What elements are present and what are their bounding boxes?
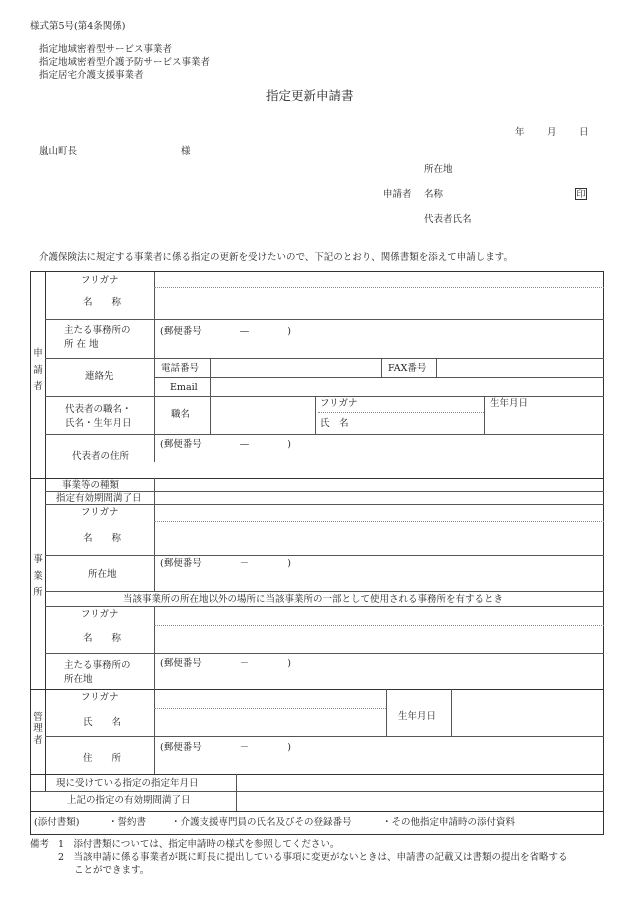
business-type-2: 指定地域密着型介護予防サービス事業者	[39, 57, 211, 68]
rep-address-label: 代表者の住所	[72, 451, 130, 462]
seal-mark: 印	[576, 190, 586, 200]
manager-birthdate-label: 生年月日	[398, 711, 437, 722]
note-1: 1 添付書類については、指定申請時の様式を参照してください。	[58, 839, 340, 850]
note-2: 2 当該申請に係る事業者が既に町長に提出している事項に変更がないときは、申請書の記載又は書類の提出を省略する	[58, 852, 568, 863]
attachment-item-3: ・その他指定申請時の添付資料	[382, 817, 516, 828]
honorific: 様	[181, 146, 191, 157]
applicant-name-label: 名 称	[83, 297, 122, 308]
note-2-continued: ことができます。	[74, 865, 150, 876]
other-office-furigana-label: フリガナ	[81, 609, 119, 620]
rep-birthdate-label: 生年月日	[490, 398, 529, 409]
fax-label: FAX番号	[388, 363, 427, 374]
phone-label: 電話番号	[161, 363, 200, 374]
applicant-name-label: 名称	[424, 189, 444, 200]
business-type-3: 指定居宅介護支援事業者	[39, 70, 144, 81]
office-name-label: 名 称	[83, 533, 122, 544]
office-location-label: 所在地	[88, 569, 117, 580]
application-table	[30, 271, 604, 835]
business-kind-label: 事業等の種類	[62, 480, 120, 491]
notes-label: 備考	[30, 839, 50, 850]
date-day: 日	[579, 127, 589, 138]
main-office-label-2: 所 在 地	[64, 339, 99, 350]
attachments-label: (添付書類)	[34, 817, 80, 828]
form-number: 様式第5号(第4条関係)	[30, 21, 126, 32]
position-label: 職名	[171, 409, 191, 420]
manager-furigana-label: フリガナ	[81, 692, 119, 703]
other-office-note: 当該事業所の所在地以外の場所に当該事業所の一部として使用される事務所を有するとき	[123, 594, 504, 605]
expiry-label: 指定有効期間満了日	[56, 493, 142, 504]
other-office-postal-code: (郵便番号 － )	[160, 658, 291, 669]
applicant-label: 申請者	[383, 189, 412, 200]
business-type-1: 指定地域密着型サービス事業者	[39, 44, 173, 55]
contact-label: 連絡先	[85, 371, 114, 382]
manager-address-label: 住 所	[83, 753, 122, 764]
rep-name-label: 氏 名	[320, 418, 349, 429]
application-statement: 介護保険法に規定する事業者に係る指定の更新を受けたいので、下記のとおり、関係書類を添えて申請します。	[39, 252, 514, 263]
section-office: 事業所	[33, 554, 43, 599]
rep-furigana-label: フリガナ	[320, 398, 358, 409]
addressee: 嵐山町長	[39, 146, 78, 157]
current-expiry-label: 上記の指定の有効期間満了日	[67, 795, 191, 806]
date-year: 年	[515, 127, 525, 138]
applicant-address-label: 所在地	[424, 164, 453, 175]
applicant-postal-code: (郵便番号 — )	[160, 326, 291, 337]
applicant-furigana-label: フリガナ	[81, 275, 119, 286]
rep-info-label-1: 代表者の職名・	[65, 404, 132, 415]
representative-label: 代表者氏名	[424, 214, 472, 225]
manager-postal-code: (郵便番号 － )	[160, 742, 291, 753]
date-month: 月	[547, 127, 557, 138]
section-manager: 管理者	[33, 712, 43, 746]
other-office-name-label: 名 称	[83, 633, 122, 644]
rep-info-label-2: 氏名・生年月日	[65, 418, 132, 429]
other-main-office-label-2: 所在地	[64, 674, 93, 685]
current-designation-date-label: 現に受けている指定の指定年月日	[56, 778, 199, 789]
main-office-label-1: 主たる事務所の	[64, 325, 131, 336]
attachment-item-1: ・誓約書	[108, 817, 147, 828]
office-furigana-label: フリガナ	[81, 507, 119, 518]
section-applicant: 申請者	[33, 348, 43, 393]
other-main-office-label-1: 主たる事務所の	[64, 660, 131, 671]
attachment-item-2: ・介護支援専門員の氏名及びその登録番号	[171, 817, 352, 828]
rep-postal-code: (郵便番号 — )	[160, 439, 291, 450]
manager-name-label: 氏 名	[83, 717, 122, 728]
office-postal-code: (郵便番号 － )	[160, 558, 291, 569]
email-label: Email	[170, 382, 198, 393]
page-title: 指定更新申請書	[266, 88, 354, 103]
